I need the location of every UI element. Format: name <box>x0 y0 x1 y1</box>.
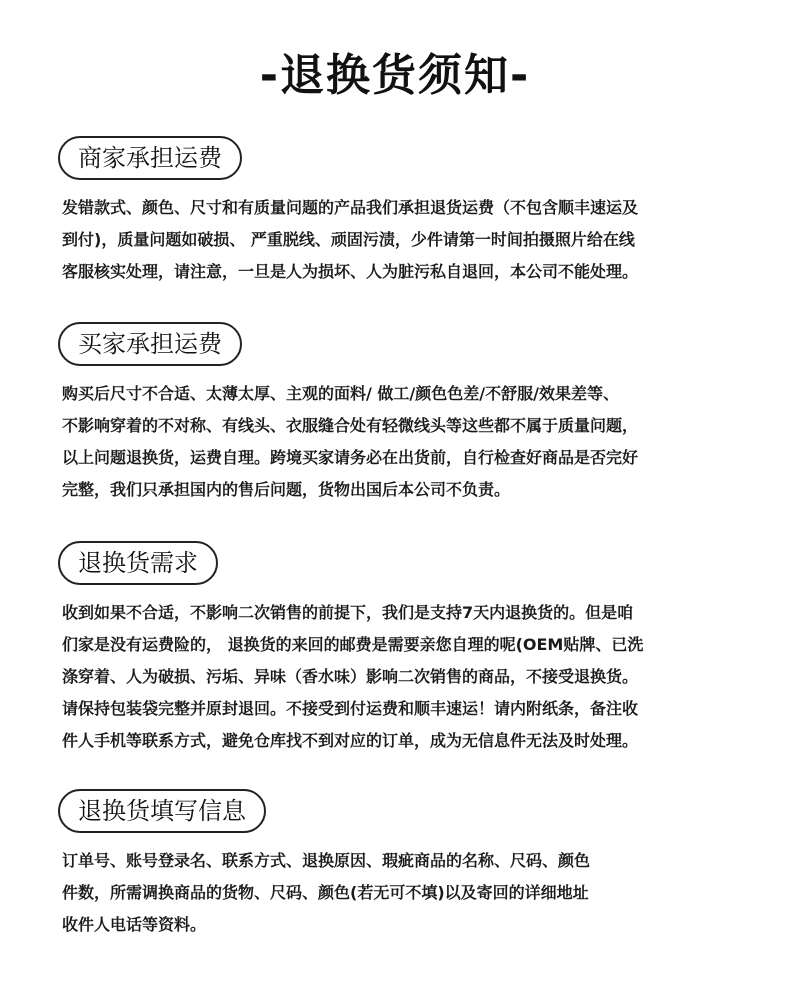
section-heading: 退换货需求 <box>58 541 218 585</box>
body-line: 们家是没有运费险的， 退换货的来回的邮费是需要亲您自理的呢(OEM贴牌、已洗 <box>62 635 644 654</box>
body-line: 发错款式、颜色、尺寸和有质量问题的产品我们承担退货运费（不包含顺丰速运及 <box>62 198 639 217</box>
body-line: 完整，我们只承担国内的售后问题，货物出国后本公司不负责。 <box>62 480 511 499</box>
body-line: 不影响穿着的不对称、有线头、衣服缝合处有轻微线头等这些都不属于质量问题， <box>62 416 639 435</box>
body-line: 收到如果不合适，不影响二次销售的前提下，我们是支持7天内退换货的。但是咱 <box>62 603 634 622</box>
section-body <box>62 192 748 288</box>
body-line: 件数，所需调换商品的货物、尺码、颜色(若无可不填)以及寄回的详细地址 <box>62 883 589 902</box>
body-line: 到付)，质量问题如破损、 严重脱线、顽固污渍，少件请第一时间拍摄照片给在线 <box>62 230 635 249</box>
body-line: 请保持包装袋完整并原封退回。不接受到付运费和顺丰速运！请内附纸条，备注收 <box>62 699 639 718</box>
section-return-requirements <box>58 541 748 757</box>
section-return-info <box>58 789 748 941</box>
body-line: 订单号、账号登录名、联系方式、退换原因、瑕疵商品的名称、尺码、颜色 <box>62 851 591 870</box>
body-line: 客服核实处理，请注意，一旦是人为损坏、人为脏污私自退回，本公司不能处理。 <box>62 262 639 281</box>
body-line: 件人手机等联系方式，避免仓库找不到对应的订单，成为无信息件无法及时处理。 <box>62 731 639 750</box>
section-body <box>62 378 748 506</box>
body-line: 涤穿着、人为破损、污垢、异味（香水味）影响二次销售的商品，不接受退换货。 <box>62 667 639 686</box>
body-line: 购买后尺寸不合适、太薄太厚、主观的面料/ 做工/颜色色差/不舒服/效果差等、 <box>62 384 619 403</box>
page-title: -退换货须知- <box>259 50 531 101</box>
section-seller-pays-shipping <box>58 136 748 288</box>
body-line: 收件人电话等资料。 <box>62 915 207 934</box>
section-heading: 买家承担运费 <box>58 322 242 366</box>
section-heading: 商家承担运费 <box>58 136 242 180</box>
section-heading: 退换货填写信息 <box>58 789 266 833</box>
section-body <box>62 597 748 757</box>
section-body <box>62 845 748 941</box>
section-buyer-pays-shipping <box>58 322 748 506</box>
body-line: 以上问题退换货，运费自理。跨境买家请务必在出货前，自行检查好商品是否完好 <box>62 448 639 467</box>
